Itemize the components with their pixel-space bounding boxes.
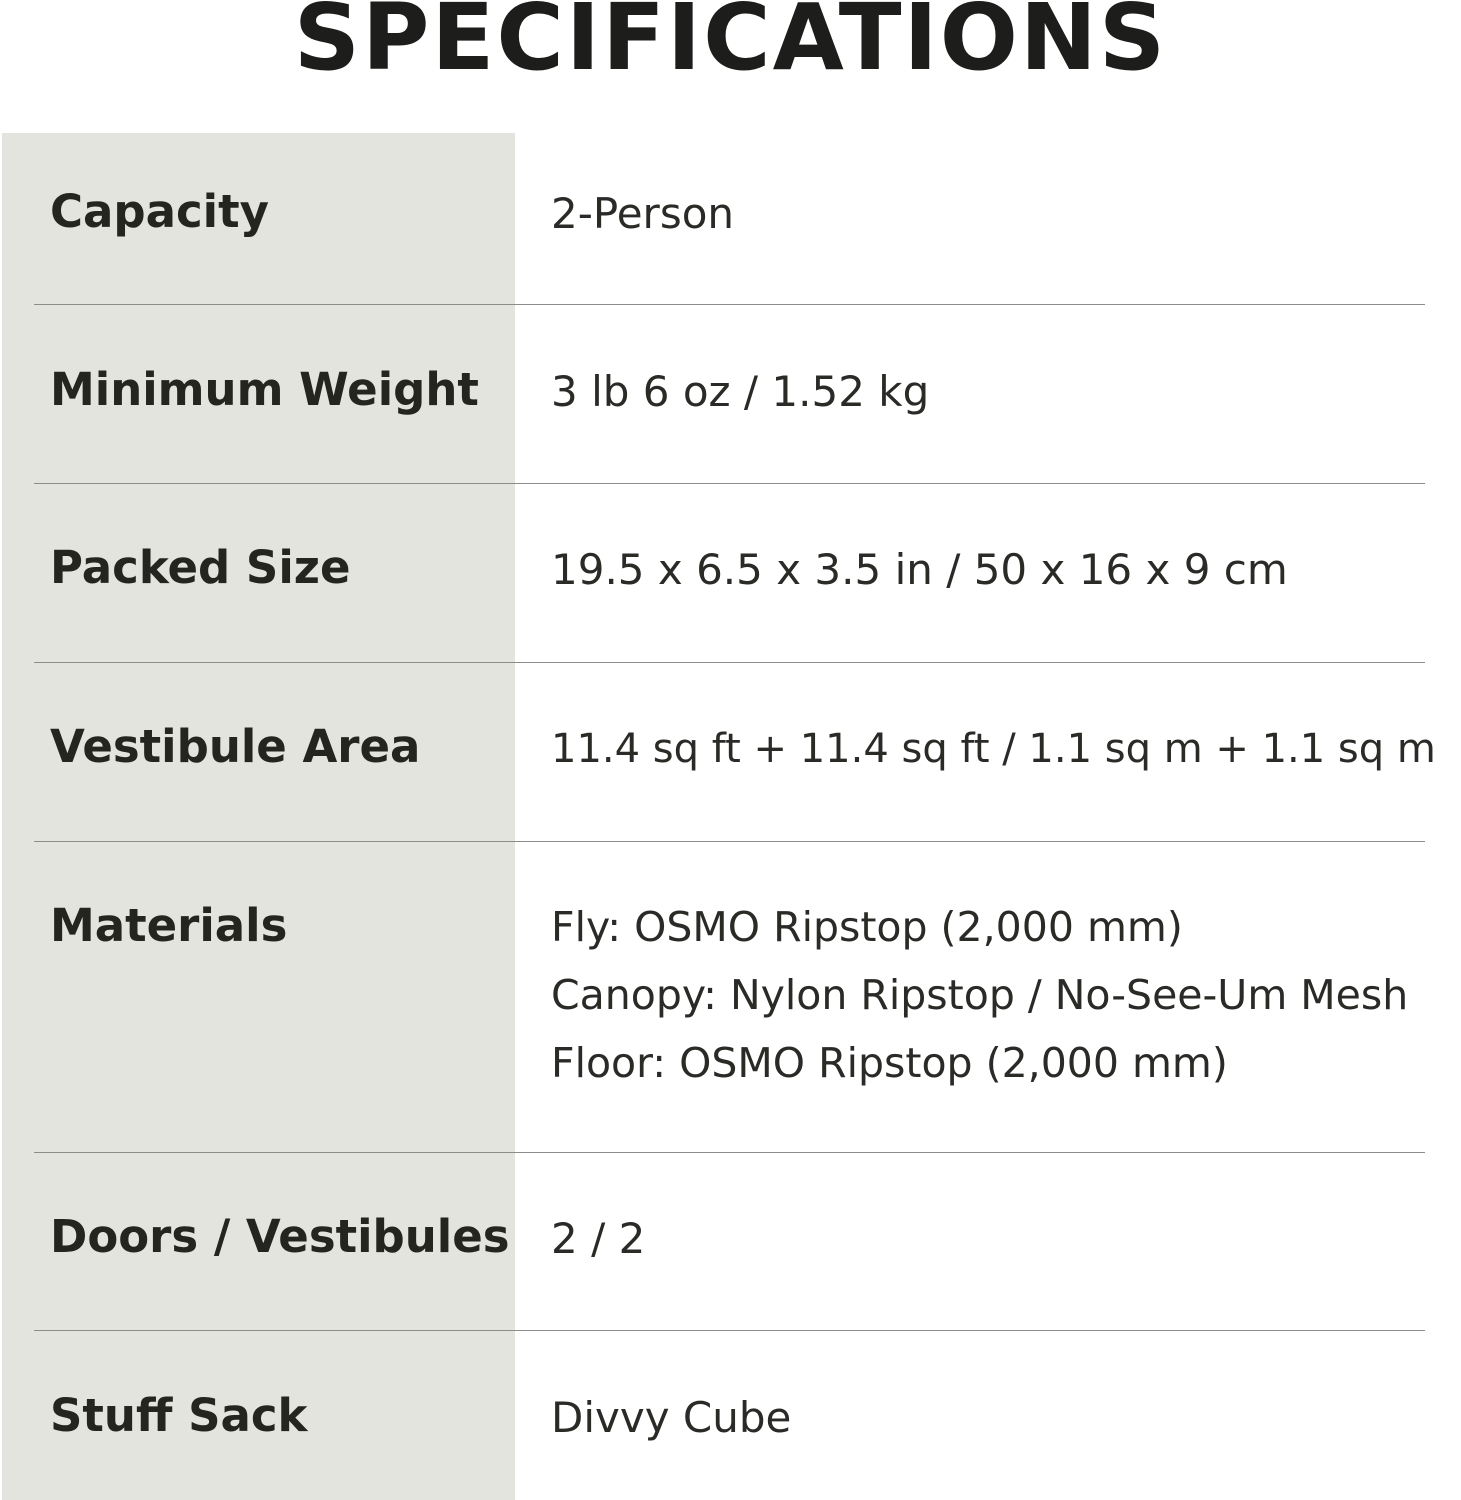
- spec-label-packed-size: Packed Size: [50, 541, 351, 594]
- spec-value-vestibule-area: 11.4 sq ft + 11.4 sq ft / 1.1 sq m + 1.1 sq m: [551, 726, 1436, 772]
- spec-value-materials: [551, 893, 1408, 1097]
- materials-line-canopy: Canopy: Nylon Ripstop / No-See-Um Mesh: [551, 971, 1409, 1019]
- spec-label-stuff-sack: Stuff Sack: [50, 1389, 308, 1442]
- spec-value-packed-size: 19.5 x 6.5 x 3.5 in / 50 x 16 x 9 cm: [551, 545, 1288, 594]
- materials-line-floor: Floor: OSMO Ripstop (2,000 mm): [551, 1039, 1228, 1087]
- spec-label-vestibule-area: Vestibule Area: [50, 720, 421, 773]
- spec-value-stuff-sack: Divvy Cube: [551, 1393, 792, 1442]
- spec-value-minimum-weight: 3 lb 6 oz / 1.52 kg: [551, 367, 930, 416]
- spec-label-materials: Materials: [50, 899, 288, 952]
- row-divider: [34, 483, 1425, 484]
- spec-value-doors-vestibules: 2 / 2: [551, 1214, 646, 1263]
- row-divider: [34, 1152, 1425, 1153]
- spec-label-capacity: Capacity: [50, 185, 269, 238]
- spec-label-doors-vestibules: Doors / Vestibules: [50, 1210, 510, 1263]
- page-title: SPECIFICATIONS: [293, 0, 1168, 91]
- row-divider: [34, 304, 1425, 305]
- row-divider: [34, 841, 1425, 842]
- row-divider: [34, 662, 1425, 663]
- row-divider: [34, 1330, 1425, 1331]
- spec-value-capacity: 2-Person: [551, 189, 735, 238]
- label-column-background: [2, 133, 515, 1500]
- materials-line-fly: Fly: OSMO Ripstop (2,000 mm): [551, 903, 1183, 951]
- spec-label-minimum-weight: Minimum Weight: [50, 363, 479, 416]
